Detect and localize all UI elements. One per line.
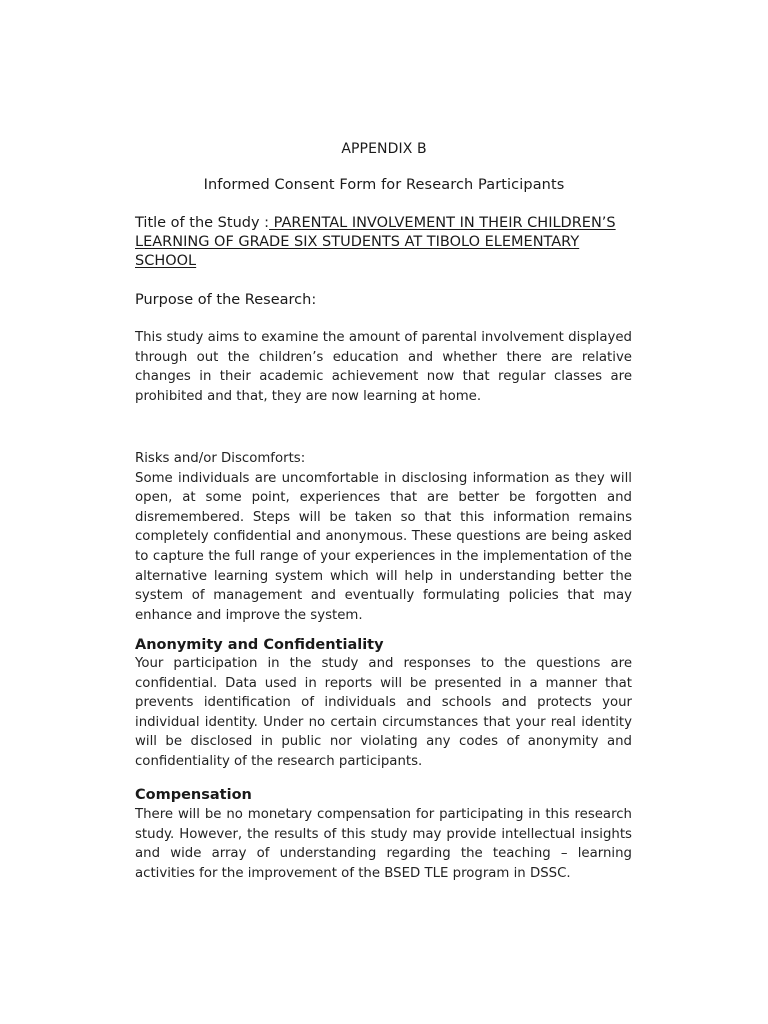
form-title: Informed Consent Form for Research Participants xyxy=(203,177,565,193)
purpose-heading xyxy=(135,291,632,310)
anonymity-heading: Anonymity and Confidentiality xyxy=(135,637,384,653)
study-title-value: PARENTAL INVOLVEMENT IN THEIR CHILDREN’S LEARNING OF GRADE SIX STUDENTS AT TIBOLO ELEMENTARY SCHOOL xyxy=(135,215,616,269)
compensation-heading: Compensation xyxy=(135,787,252,803)
compensation-paragraph: There will be no monetary compensation for participating in this research study. However, the results of this study may provide intellectual insights and wide array of understanding regarding the teaching – learning activities for the improvement of the BSED TLE program in DSSC. xyxy=(135,807,632,881)
purpose-heading-text: Purpose of the Research xyxy=(135,292,312,308)
study-title xyxy=(135,214,632,271)
risks-section xyxy=(135,449,632,625)
purpose-heading-colon: : xyxy=(311,292,317,308)
risks-heading: Risks and/or Discomforts: xyxy=(135,451,306,466)
purpose-paragraph: This study aims to examine the amount of parental involvement displayed through out the children’s education and whether there are relative changes in their academic achievement now that regular classes are prohibited and that, they are now learning at home. xyxy=(135,330,632,404)
risks-paragraph: Some individuals are uncomfortable in disclosing information as they will open, at some point, experiences that are better be forgotten and disremembered. Steps will be taken so that this information remains completely confidential and anonymous. These questions are being asked to capture the full range of your experiences in the implementation of the alternative learning system which will help in understanding better the system of management and eventually formulating policies that may enhance and improve the system. xyxy=(135,470,632,623)
study-title-label: Title of the Study : xyxy=(135,215,270,231)
appendix-label: APPENDIX B xyxy=(341,141,427,157)
anonymity-paragraph: Your participation in the study and responses to the questions are confidential. Data used in reports will be presented in a manner that prevents identification of individuals and schools and protects your individual identity. Under no certain circumstances that your real identity will be disclosed in public nor violating any codes of anonymity and confidentiality of the research participants. xyxy=(135,656,632,769)
